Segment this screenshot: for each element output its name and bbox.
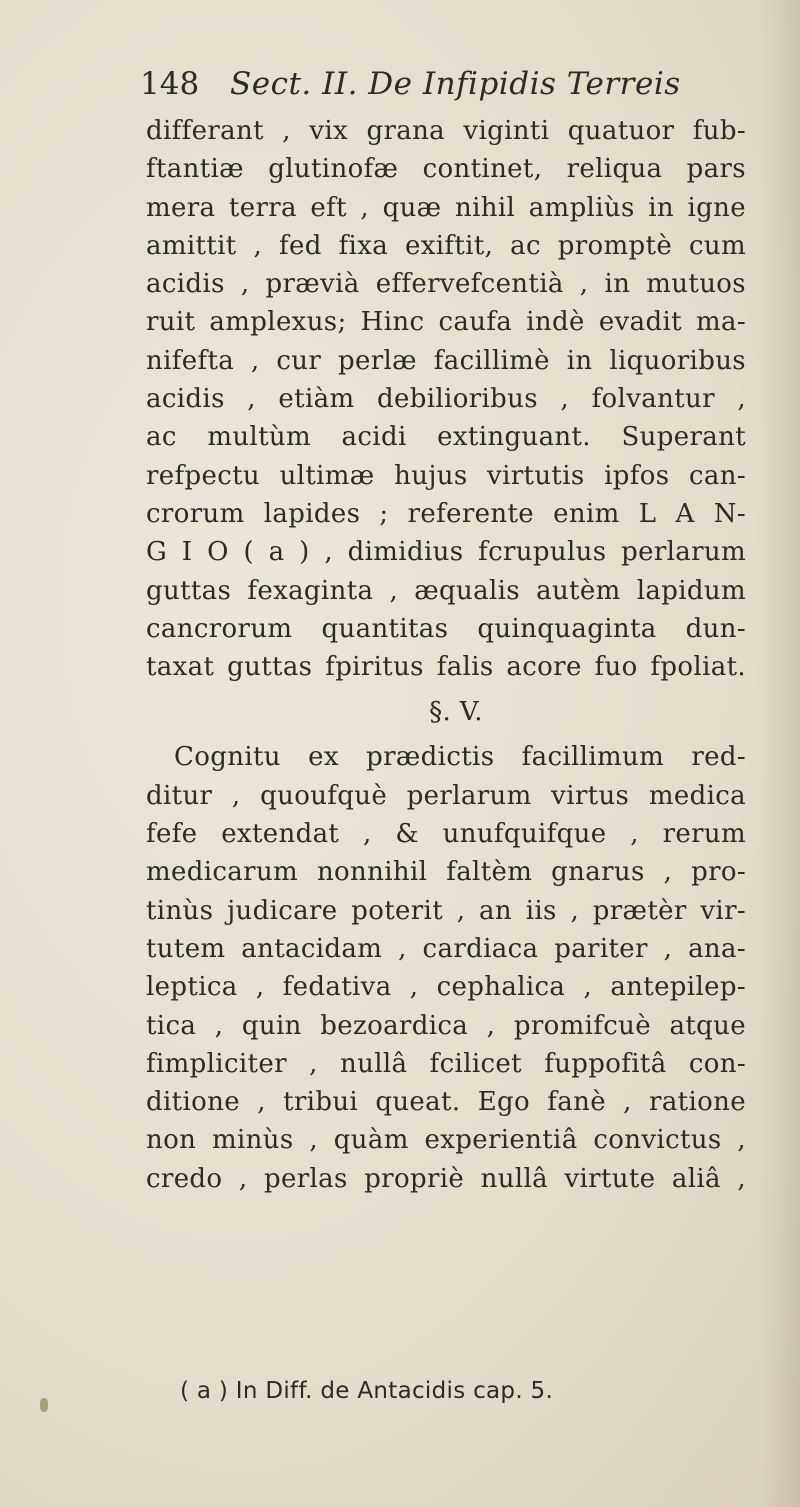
text-line: refpectu ultimæ hujus virtutis ipfos can- (146, 460, 746, 491)
page-number: 148 (140, 66, 200, 102)
text-line: acidis , etiàm debilioribus , folvantur , (146, 384, 746, 415)
text-line: ftantiæ glutinofæ continet, reliqua pars (146, 154, 746, 185)
text-line: non minùs , quàm experientiâ convictus , (146, 1125, 746, 1156)
text-line: tutem antacidam , cardiaca pariter , ana- (146, 933, 746, 964)
text-line: medicarum nonnihil faltèm gnarus , pro- (146, 857, 746, 888)
text-line: ditur , quoufquè perlarum virtus medica (146, 780, 746, 811)
text-line: ac multùm acidi extinguant. Superant (146, 422, 746, 453)
page-header (140, 66, 700, 110)
page-edge-shadow (760, 0, 800, 1507)
text-line: amittit , fed fixa exiftit, ac promptè cum (146, 230, 746, 261)
text-line: acidis , prævià effervefcentià , in mutuos (146, 269, 746, 300)
text-line: ruit amplexus; Hinc caufa indè evadit ma- (146, 307, 746, 338)
text-line: fimpliciter , nullâ fcilicet fuppofitâ con- (146, 1048, 746, 1079)
text-line: G I O ( a ) , dimidius fcrupulus perlarum (146, 537, 746, 568)
text-line: nifefta , cur perlæ facillimè in liquoribus (146, 345, 746, 376)
text-line: tinùs judicare poterit , an iis , prætèr vir- (146, 895, 746, 926)
text-line: fefe extendat , & unufquifque , rerum (146, 819, 746, 850)
text-line: guttas fexaginta , æqualis autèm lapidum (146, 575, 746, 606)
text-line: Cognitu ex prædictis facillimum red- (174, 742, 746, 773)
text-line: cancrorum quantitas quinquaginta dun- (146, 613, 746, 644)
text-line: tica , quin bezoardica , promifcuè atque (146, 1010, 746, 1041)
text-line: credo , perlas propriè nullâ virtute aliâ , (146, 1163, 746, 1194)
paper-stain (40, 1398, 48, 1412)
text-line: mera terra eft , quæ nihil ampliùs in igne (146, 192, 746, 223)
running-head: Sect. II. De Infipidis Terreis (230, 66, 681, 102)
footnote: ( a ) In Diff. de Antacidis cap. 5. (180, 1378, 554, 1404)
section-heading: §. V. (429, 697, 483, 728)
text-line: leptica , fedativa , cephalica , antepilep- (146, 972, 746, 1003)
text-line: ditione , tribui queat. Ego fanè , ratione (146, 1087, 746, 1118)
body-text (146, 112, 746, 1198)
text-line: taxat guttas fpiritus falis acore fuo fpoliat. (146, 652, 746, 683)
text-line: differant , vix grana viginti quatuor fub- (146, 116, 746, 146)
text-line: crorum lapides ; referente enim L A N- (146, 498, 746, 529)
